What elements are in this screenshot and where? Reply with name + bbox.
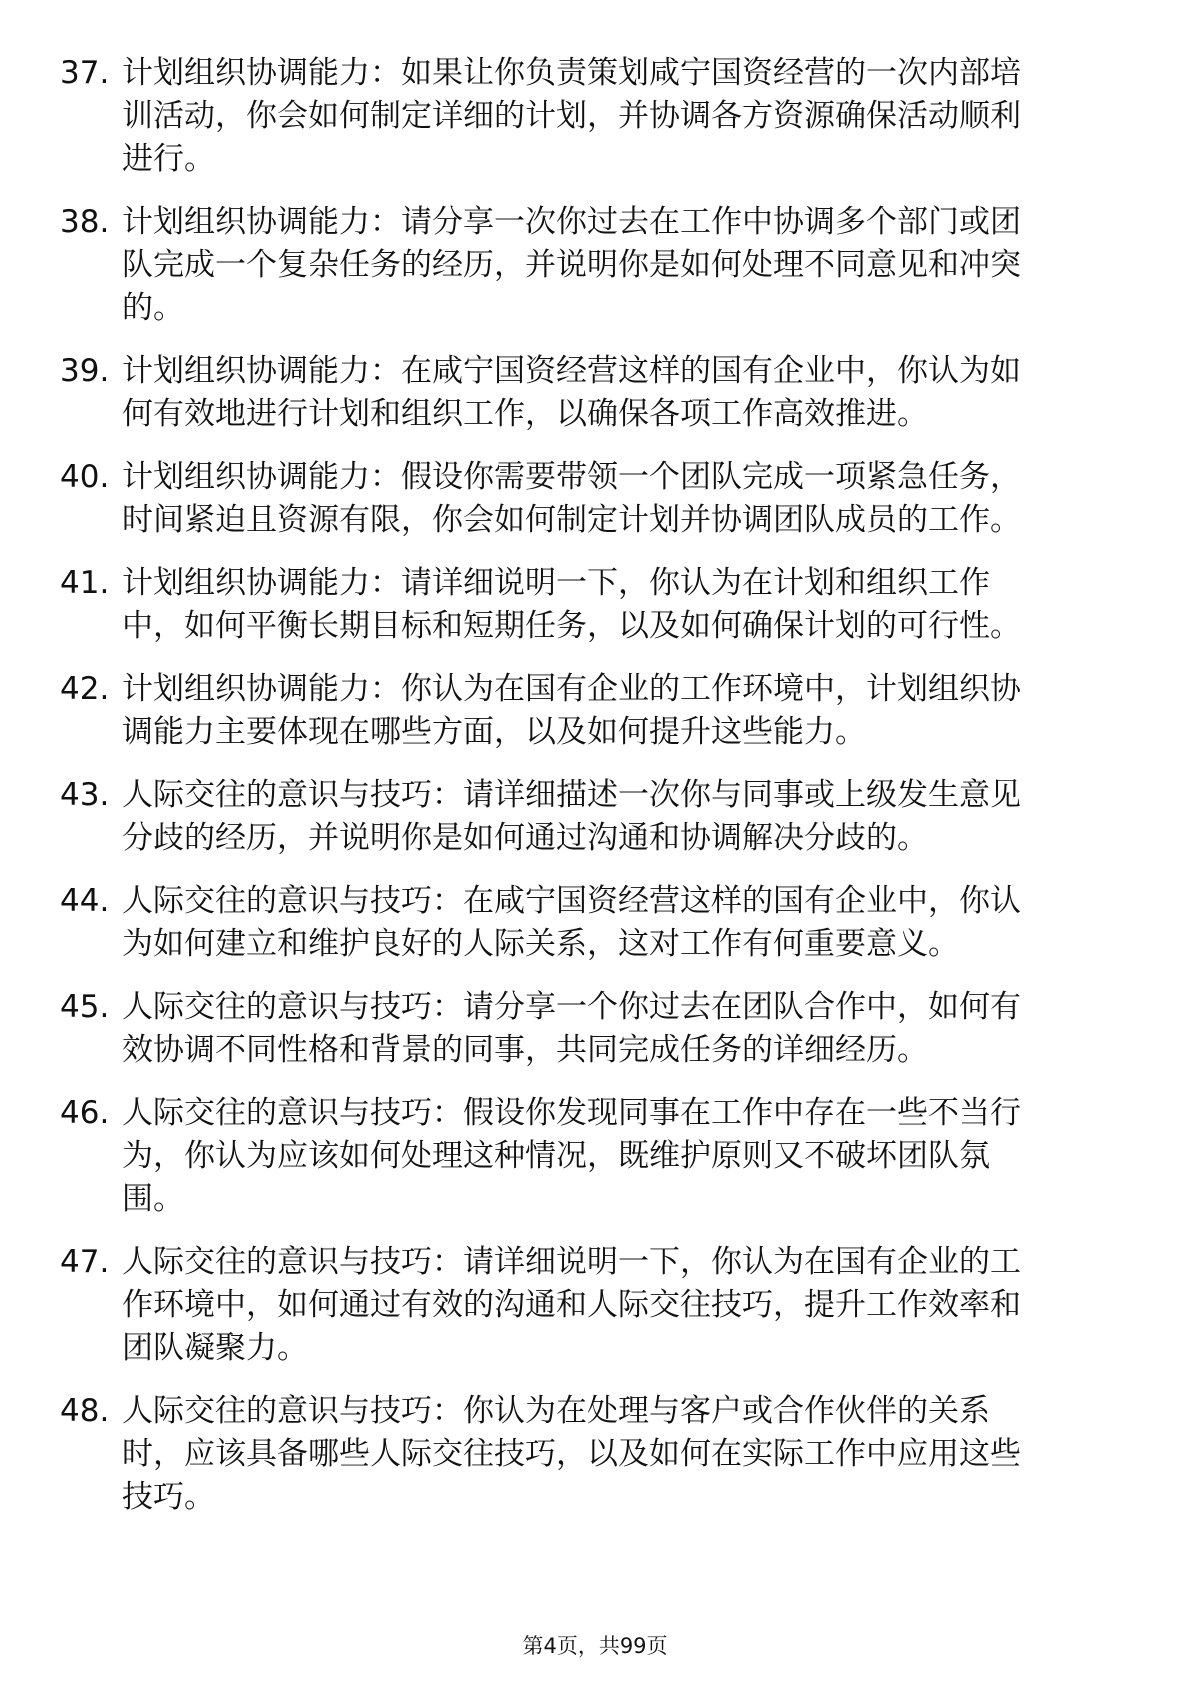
question-text: 人际交往的意识与技巧：假设你发现同事在工作中存在一些不当行为，你认为应该如何处理这种情况，既维护原则又不破坏团队氛围。: [122, 1095, 1021, 1217]
question-number: 48.: [60, 1393, 110, 1429]
question-list: [60, 52, 1120, 1519]
page-footer: [0, 1632, 1190, 1660]
list-item: [60, 562, 1120, 648]
question-number: 39.: [60, 353, 110, 389]
question-number: 45.: [60, 989, 110, 1025]
question-text: 计划组织协调能力：请详细说明一下，你认为在计划和组织工作中，如何平衡长期目标和短期任务，以及如何确保计划的可行性。: [122, 565, 1021, 644]
list-item: [60, 1092, 1120, 1221]
question-text: 人际交往的意识与技巧：在咸宁国资经营这样的国有企业中，你认为如何建立和维护良好的人际关系，这对工作有何重要意义。: [122, 883, 1021, 962]
list-item: [60, 52, 1120, 181]
question-number: 43.: [60, 777, 110, 813]
list-item: [60, 1241, 1120, 1370]
document-body: [60, 52, 1120, 1539]
question-text: 计划组织协调能力：在咸宁国资经营这样的国有企业中，你认为如何有效地进行计划和组织工作，以确保各项工作高效推进。: [122, 353, 1021, 432]
question-text: 人际交往的意识与技巧：请分享一个你过去在团队合作中，如何有效协调不同性格和背景的同事，共同完成任务的详细经历。: [122, 989, 1021, 1068]
question-number: 42.: [60, 671, 110, 707]
list-item: [60, 456, 1120, 542]
question-text: 人际交往的意识与技巧：请详细描述一次你与同事或上级发生意见分歧的经历，并说明你是如何通过沟通和协调解决分歧的。: [122, 777, 1021, 856]
question-number: 40.: [60, 459, 110, 495]
list-item: [60, 668, 1120, 754]
page-number-label: 第4页，共99页: [522, 1634, 668, 1658]
question-number: 44.: [60, 883, 110, 919]
question-text: 计划组织协调能力：如果让你负责策划咸宁国资经营的一次内部培训活动，你会如何制定详细的计划，并协调各方资源确保活动顺利进行。: [122, 55, 1021, 177]
question-number: 46.: [60, 1095, 110, 1131]
question-text: 人际交往的意识与技巧：你认为在处理与客户或合作伙伴的关系时，应该具备哪些人际交往技巧，以及如何在实际工作中应用这些技巧。: [122, 1393, 1021, 1515]
question-text: 计划组织协调能力：假设你需要带领一个团队完成一项紧急任务，时间紧迫且资源有限，你会如何制定计划并协调团队成员的工作。: [122, 459, 1021, 538]
question-number: 37.: [60, 55, 110, 91]
question-text: 计划组织协调能力：请分享一次你过去在工作中协调多个部门或团队完成一个复杂任务的经历，并说明你是如何处理不同意见和冲突的。: [122, 204, 1021, 326]
list-item: [60, 774, 1120, 860]
question-text: 人际交往的意识与技巧：请详细说明一下，你认为在国有企业的工作环境中，如何通过有效的沟通和人际交往技巧，提升工作效率和团队凝聚力。: [122, 1244, 1021, 1366]
question-number: 38.: [60, 204, 110, 240]
question-text: 计划组织协调能力：你认为在国有企业的工作环境中，计划组织协调能力主要体现在哪些方面，以及如何提升这些能力。: [122, 671, 1021, 750]
list-item: [60, 201, 1120, 330]
question-number: 47.: [60, 1244, 110, 1280]
question-number: 41.: [60, 565, 110, 601]
list-item: [60, 880, 1120, 966]
list-item: [60, 986, 1120, 1072]
list-item: [60, 1390, 1120, 1519]
list-item: [60, 350, 1120, 436]
